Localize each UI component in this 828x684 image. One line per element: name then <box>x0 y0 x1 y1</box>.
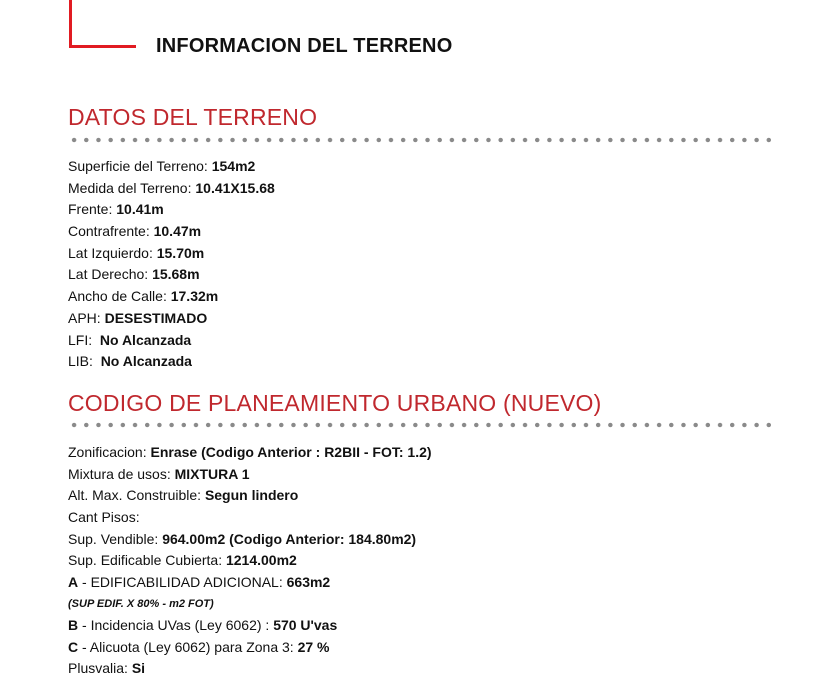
row-label: - Incidencia UVas (Ley 6062) : <box>78 616 274 633</box>
row-value: No Alcanzada <box>100 353 192 370</box>
list-item-mixtura <box>68 464 432 486</box>
row-label: - EDIFICABILIDAD ADICIONAL: <box>78 574 287 591</box>
list-item-ancho-calle <box>68 286 275 308</box>
row-value: 964.00m2 (Codigo Anterior: 184.80m2) <box>162 530 417 547</box>
row-label: Plusvalia: <box>68 660 132 677</box>
codigo-list <box>68 442 432 680</box>
list-item-cant-pisos <box>68 507 432 529</box>
row-value: 663m2 <box>286 574 331 591</box>
dotted-divider <box>68 422 774 428</box>
row-label: Contrafrente: <box>68 223 154 240</box>
list-item-plusvalia <box>68 658 432 680</box>
row-label: - Alicuota (Ley 6062) para Zona 3: <box>78 638 298 655</box>
row-value: 27 % <box>297 638 330 655</box>
list-item-lat-izquierdo <box>68 243 275 265</box>
list-item-sup-vendible <box>68 529 432 551</box>
list-item-superficie <box>68 156 275 178</box>
row-label: Mixtura de usos: <box>68 465 175 482</box>
terreno-list <box>68 156 275 373</box>
row-label: Frente: <box>68 201 117 218</box>
row-value: MIXTURA 1 <box>174 465 250 482</box>
list-item-lat-derecho <box>68 264 275 286</box>
dotted-divider <box>68 137 774 143</box>
row-letter: B <box>68 616 79 633</box>
row-value: 10.41X15.68 <box>195 179 275 196</box>
list-item-frente <box>68 199 275 221</box>
row-label: Lat Izquierdo: <box>68 244 157 261</box>
corner-accent-horizontal <box>69 45 136 48</box>
section-heading-terreno: DATOS DEL TERRENO <box>68 104 318 130</box>
row-label: Lat Derecho: <box>68 266 153 283</box>
row-value: 1214.00m2 <box>225 552 297 569</box>
row-label: Alt. Max. Construible: <box>68 487 205 504</box>
row-label: Ancho de Calle: <box>68 288 171 305</box>
list-item-incidencia-uvas <box>68 615 432 637</box>
row-value: 570 U'vas <box>273 616 338 633</box>
list-item-alt-max <box>68 485 432 507</box>
list-item-medida <box>68 178 275 200</box>
row-value: No Alcanzada <box>99 331 192 348</box>
row-letter: A <box>68 574 79 591</box>
list-item-contrafrente <box>68 221 275 243</box>
list-item-aph <box>68 308 275 330</box>
row-value: 15.70m <box>156 244 205 261</box>
row-value: Enrase (Codigo Anterior : R2BII - FOT: 1.2) <box>150 444 432 460</box>
row-label: LIB: <box>68 353 101 370</box>
row-label: Medida del Terreno: <box>68 179 196 196</box>
row-label: Superficie del Terreno: <box>68 158 212 174</box>
formula-note: (SUP EDIF. X 80% - m2 FOT) <box>68 597 214 610</box>
list-item-zonificacion <box>68 442 432 464</box>
list-item-lfi <box>68 330 275 352</box>
row-value: Segun lindero <box>204 487 299 504</box>
page-title: INFORMACION DEL TERRENO <box>156 35 453 57</box>
list-item-sup-edificable <box>68 550 432 572</box>
corner-accent-vertical <box>69 0 72 48</box>
row-value: 17.32m <box>170 288 219 305</box>
list-item-alicuota <box>68 637 432 659</box>
list-item-edificabilidad-adicional <box>68 572 432 594</box>
section-heading-codigo: CODIGO DE PLANEAMIENTO URBANO (NUEVO) <box>68 390 602 416</box>
row-label: Sup. Edificable Cubierta: <box>68 552 226 569</box>
row-value: 10.47m <box>153 223 202 240</box>
row-letter: C <box>68 638 79 655</box>
row-value: DESESTIMADO <box>104 309 208 326</box>
row-value: 15.68m <box>152 266 200 283</box>
row-value: Si <box>131 660 146 677</box>
list-item-lib <box>68 351 275 373</box>
row-label: LFI: <box>68 331 100 348</box>
row-value: 10.41m <box>116 201 164 218</box>
row-label: Zonificacion: <box>68 444 151 460</box>
row-value: 154m2 <box>211 158 256 174</box>
row-label: APH: <box>68 309 105 326</box>
row-label: Cant Pisos: <box>68 509 140 526</box>
row-label: Sup. Vendible: <box>68 530 163 547</box>
